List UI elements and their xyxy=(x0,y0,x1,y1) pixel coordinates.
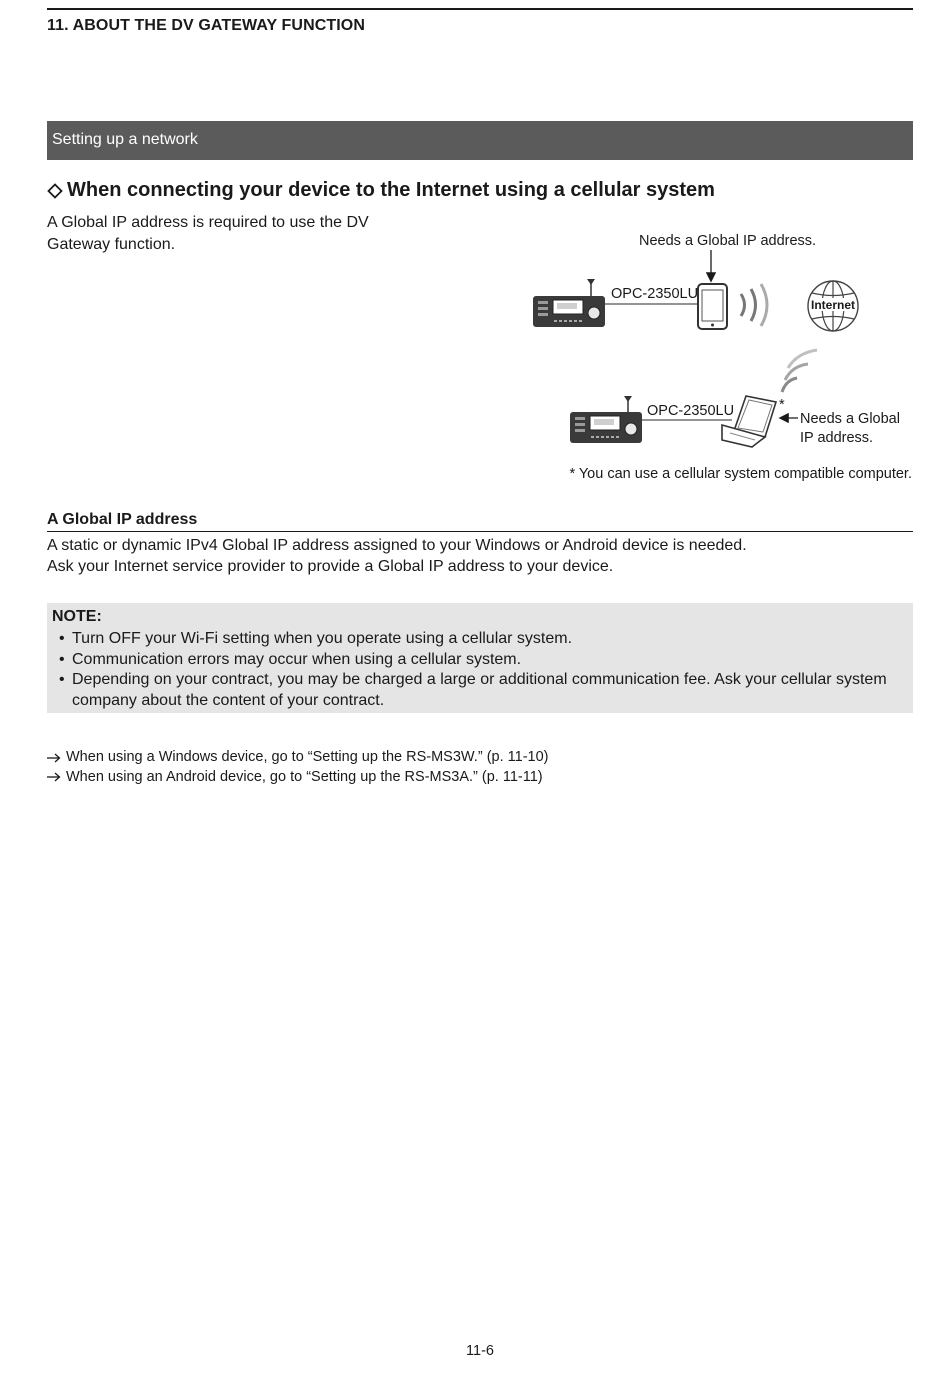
section-title: Setting up a network xyxy=(52,131,198,148)
reference-android[interactable] xyxy=(47,768,548,788)
signal-waves-icon-2 xyxy=(782,350,817,392)
needs-global-ip-label-bottom-2: IP address. xyxy=(800,430,874,446)
note-item: • Depending on your contract, you may be charged a large or additional communication fee. Ask your cellular system company about the content of your contract. xyxy=(57,670,903,711)
note-item: • Communication errors may occur when using a cellular system. xyxy=(57,650,903,671)
note-title: NOTE: xyxy=(52,608,102,625)
global-ip-line-1: A static or dynamic IPv4 Global IP address assigned to your Windows or Android device is needed. xyxy=(47,537,747,554)
note-list xyxy=(57,629,903,711)
diamond-icon xyxy=(47,183,63,199)
intro-text: A Global IP address is required to use the DV Gateway function. xyxy=(47,214,369,253)
cable-label-top: OPC-2350LU xyxy=(611,286,699,302)
diagram-footnote: * You can use a cellular system compatible computer. xyxy=(569,466,912,482)
asterisk-mark: * xyxy=(779,397,785,413)
subsection-title: When connecting your device to the Internet using a cellular system xyxy=(67,179,715,201)
transceiver-icon-2 xyxy=(570,396,642,443)
signal-waves-icon xyxy=(741,284,767,326)
reference-windows[interactable] xyxy=(47,748,548,768)
reference-windows-text: When using a Windows device, go to “Setting up the RS-MS3W.” (p. 11-10) xyxy=(66,749,549,765)
needs-global-ip-label-top: Needs a Global IP address. xyxy=(639,233,817,249)
transceiver-icon xyxy=(533,279,605,327)
section-bar xyxy=(47,121,913,160)
global-ip-rule xyxy=(47,531,913,532)
reference-android-text: When using an Android device, go to “Setting up the RS-MS3A.” (p. 11-11) xyxy=(66,768,543,785)
arrow-right-icon xyxy=(47,772,61,782)
needs-global-ip-label-bottom-1: Needs a Global xyxy=(800,411,900,427)
global-ip-body xyxy=(47,535,913,577)
page-number: 11-6 xyxy=(466,1343,494,1359)
arrow-right-icon xyxy=(47,753,61,763)
global-ip-line-2: Ask your Internet service provider to provide a Global IP address to your device. xyxy=(47,558,614,575)
cross-references xyxy=(47,748,548,787)
cable-label-bottom: OPC-2350LU xyxy=(647,403,735,419)
smartphone-icon xyxy=(698,284,727,329)
note-item: • Turn OFF your Wi-Fi setting when you operate using a cellular system. xyxy=(57,629,903,650)
note-box xyxy=(47,603,913,713)
global-ip-heading: A Global IP address xyxy=(47,511,198,528)
chapter-title: 11. ABOUT THE DV GATEWAY FUNCTION xyxy=(47,17,366,34)
top-rule xyxy=(47,8,913,10)
network-diagram xyxy=(520,225,920,465)
subsection-heading xyxy=(47,179,715,202)
internet-label: Internet xyxy=(810,298,856,312)
